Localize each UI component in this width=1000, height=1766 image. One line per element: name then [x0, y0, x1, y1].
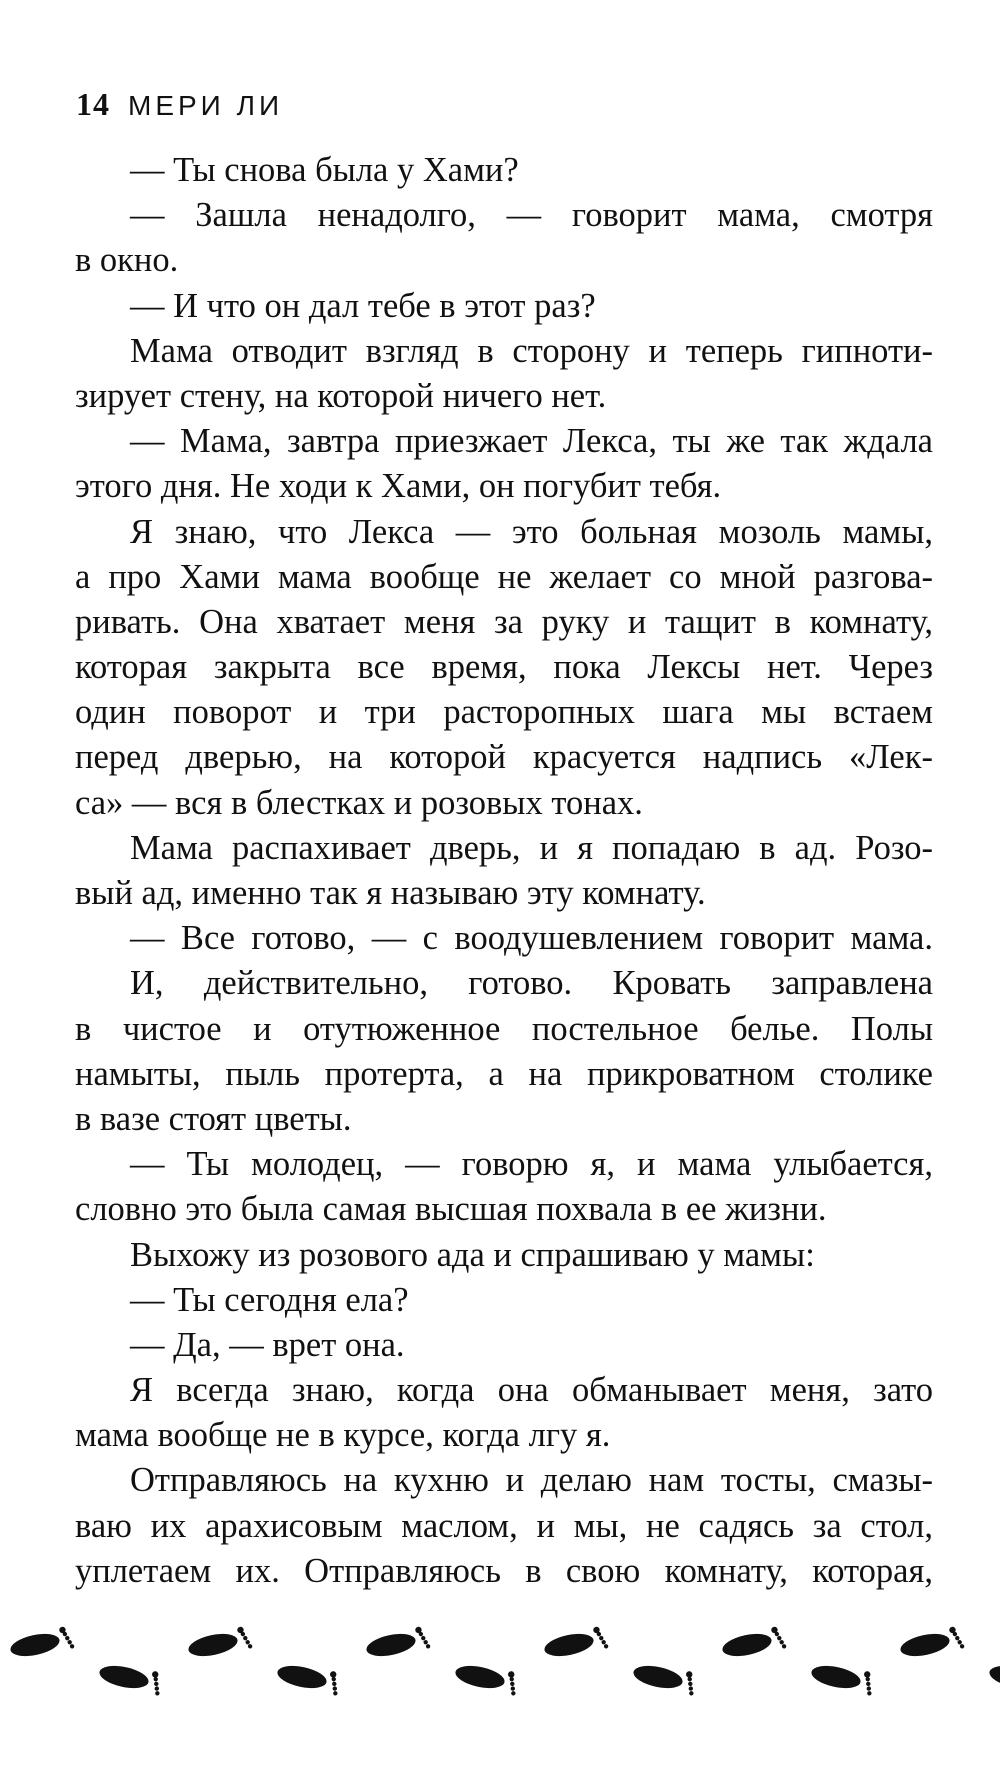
text-line: — Ты сегодня ела? — [130, 1280, 409, 1319]
footprint-icon — [186, 1625, 253, 1661]
text-line: ривать. Она хватает меня за руку и тащит в комнату, — [75, 602, 933, 641]
text-line: в чистое и отутюженное постельное белье. Полы — [75, 1009, 933, 1048]
text-line: словно это была самая высшая похвала в ее жизни. — [75, 1190, 827, 1229]
text-line: намыты, пыль протерта, а на прикроватном столике — [75, 1054, 933, 1093]
text-line: Отправляюсь на кухню и делаю нам тосты, смазы- — [130, 1461, 933, 1500]
text-line: которая закрыта все время, пока Лексы нет. Через — [75, 648, 933, 687]
body-text — [75, 148, 933, 1594]
text-line: ваю их арахисовым маслом, и мы, не садясь за стол, — [75, 1506, 933, 1545]
text-line: — Зашла ненадолго, — говорит мама, смотря — [130, 196, 933, 235]
footprint-icon — [809, 1660, 876, 1696]
footprint-icon — [898, 1625, 965, 1661]
page-number: 14 — [76, 86, 110, 122]
footprint-icon — [97, 1660, 164, 1696]
footprint-icon — [631, 1660, 698, 1696]
text-line: этого дня. Не ходи к Хами, он погубит тебя. — [75, 467, 722, 506]
footprint-icon — [8, 1625, 75, 1661]
footprints-icon — [0, 1605, 1000, 1725]
text-line: в вазе стоят цветы. — [75, 1099, 352, 1138]
text-line: са» — вся в блестках и розовых тонах. — [75, 783, 643, 822]
text-line: один поворот и три расторопных шага мы встаем — [75, 693, 933, 732]
author-name: МЕРИ ЛИ — [128, 90, 284, 121]
text-line: уплетаем их. Отправляюсь в свою комнату, которая, — [75, 1551, 933, 1590]
text-line: Выхожу из розового ада и спрашиваю у мамы: — [130, 1235, 815, 1274]
text-line: мама вообще не в курсе, когда лгу я. — [75, 1416, 611, 1455]
footprint-icon — [364, 1625, 431, 1661]
text-line: — Ты снова была у Хами? — [130, 151, 519, 189]
text-line: — Ты молодец, — говорю я, и мама улыбается, — [130, 1145, 933, 1184]
footprints-ornament — [0, 1605, 1000, 1725]
text-line: Я знаю, что Лекса — это больная мозоль мамы, — [130, 512, 933, 551]
text-line: И, действительно, готово. Кровать заправлена — [130, 964, 933, 1003]
text-line: — Мама, завтра приезжает Лекса, ты же так ждала — [130, 422, 933, 461]
text-line: — Да, — врет она. — [130, 1325, 405, 1364]
text-line: вый ад, именно так я называю эту комнату. — [75, 874, 706, 912]
text-line: зирует стену, на которой ничего нет. — [75, 376, 607, 415]
footprint-icon — [720, 1625, 787, 1661]
footprint-icon — [542, 1625, 609, 1661]
text-line: перед дверью, на которой красуется надпись «Лек- — [75, 738, 933, 777]
footprint-icon — [275, 1660, 342, 1696]
running-header — [76, 84, 283, 126]
text-line: — Все готово, — с воодушевлением говорит мама. — [130, 919, 933, 958]
footprint-icon — [987, 1660, 1000, 1696]
text-line: Мама распахивает дверь, и я попадаю в ад. Розо- — [130, 828, 933, 867]
text-line: — И что он дал тебе в этот раз? — [130, 286, 596, 325]
text-line: а про Хами мама вообще не желает со мной разгова- — [75, 557, 933, 596]
footprint-icon — [453, 1660, 520, 1696]
text-line: в окно. — [75, 241, 179, 280]
text-line: Мама отводит взгляд в сторону и теперь гипноти- — [130, 331, 933, 370]
text-line: Я всегда знаю, когда она обманывает меня, зато — [130, 1371, 933, 1410]
